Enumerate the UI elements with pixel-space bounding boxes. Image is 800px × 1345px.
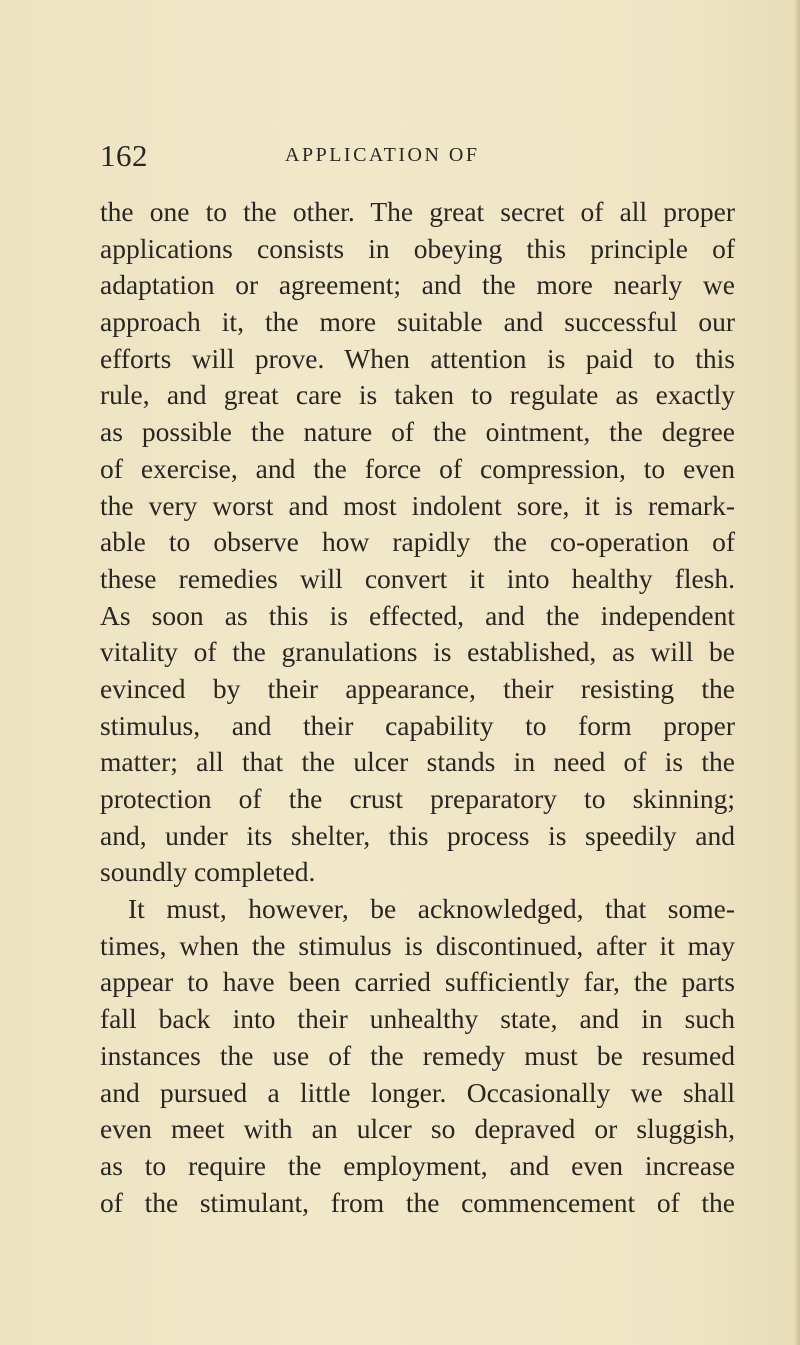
text-line: as to require the employment, and even increase	[100, 1149, 735, 1181]
page-edge-shadow	[794, 0, 800, 1345]
text-line: applications consists in obeying this principle of	[100, 232, 735, 264]
text-line: of exercise, and the force of compression, to even	[100, 452, 735, 484]
text-line: appear to have been carried sufficiently far, the parts	[100, 966, 735, 998]
text-line: approach it, the more suitable and successful our	[100, 306, 735, 338]
text-line: fall back into their unhealthy state, and in such	[100, 1003, 735, 1035]
text-line: rule, and great care is taken to regulate as exactly	[100, 379, 735, 411]
body-text	[100, 194, 735, 1221]
text-line: and pursued a little longer. Occasionally we shall	[100, 1076, 735, 1108]
text-line: protection of the crust preparatory to skinning;	[100, 783, 735, 814]
text-line: and, under its shelter, this process is speedily and	[100, 819, 735, 851]
text-line: of the stimulant, from the commencement of the	[100, 1186, 735, 1218]
text-line: It must, however, be acknowledged, that some-	[128, 893, 735, 925]
page-header	[100, 138, 730, 178]
text-line: the one to the other. The great secret of all proper	[100, 196, 735, 227]
text-line: instances the use of the remedy must be resumed	[100, 1039, 735, 1071]
running-head: APPLICATION OF	[285, 144, 480, 166]
text-line: as possible the nature of the ointment, the degree	[100, 416, 735, 448]
text-line: able to observe how rapidly the co-operation of	[100, 526, 735, 558]
text-line: even meet with an ulcer so depraved or sluggish,	[100, 1113, 735, 1145]
text-line: matter; all that the ulcer stands in need of is the	[100, 746, 735, 778]
text-line: efforts will prove. When attention is paid to this	[100, 342, 735, 374]
text-line: evinced by their appearance, their resisting the	[100, 672, 735, 704]
text-line: vitality of the granulations is established, as will be	[100, 636, 735, 668]
text-line: these remedies will convert it into healthy flesh.	[100, 562, 735, 594]
text-line: As soon as this is effected, and the independent	[100, 599, 735, 631]
text-line: times, when the stimulus is discontinued, after it may	[100, 929, 735, 961]
page-number: 162	[100, 138, 148, 173]
text-line: stimulus, and their capability to form proper	[100, 709, 735, 741]
text-line: adaptation or agreement; and the more nearly we	[100, 269, 735, 301]
text-line: soundly completed.	[100, 856, 316, 888]
text-line: the very worst and most indolent sore, it is remark-	[100, 489, 735, 521]
